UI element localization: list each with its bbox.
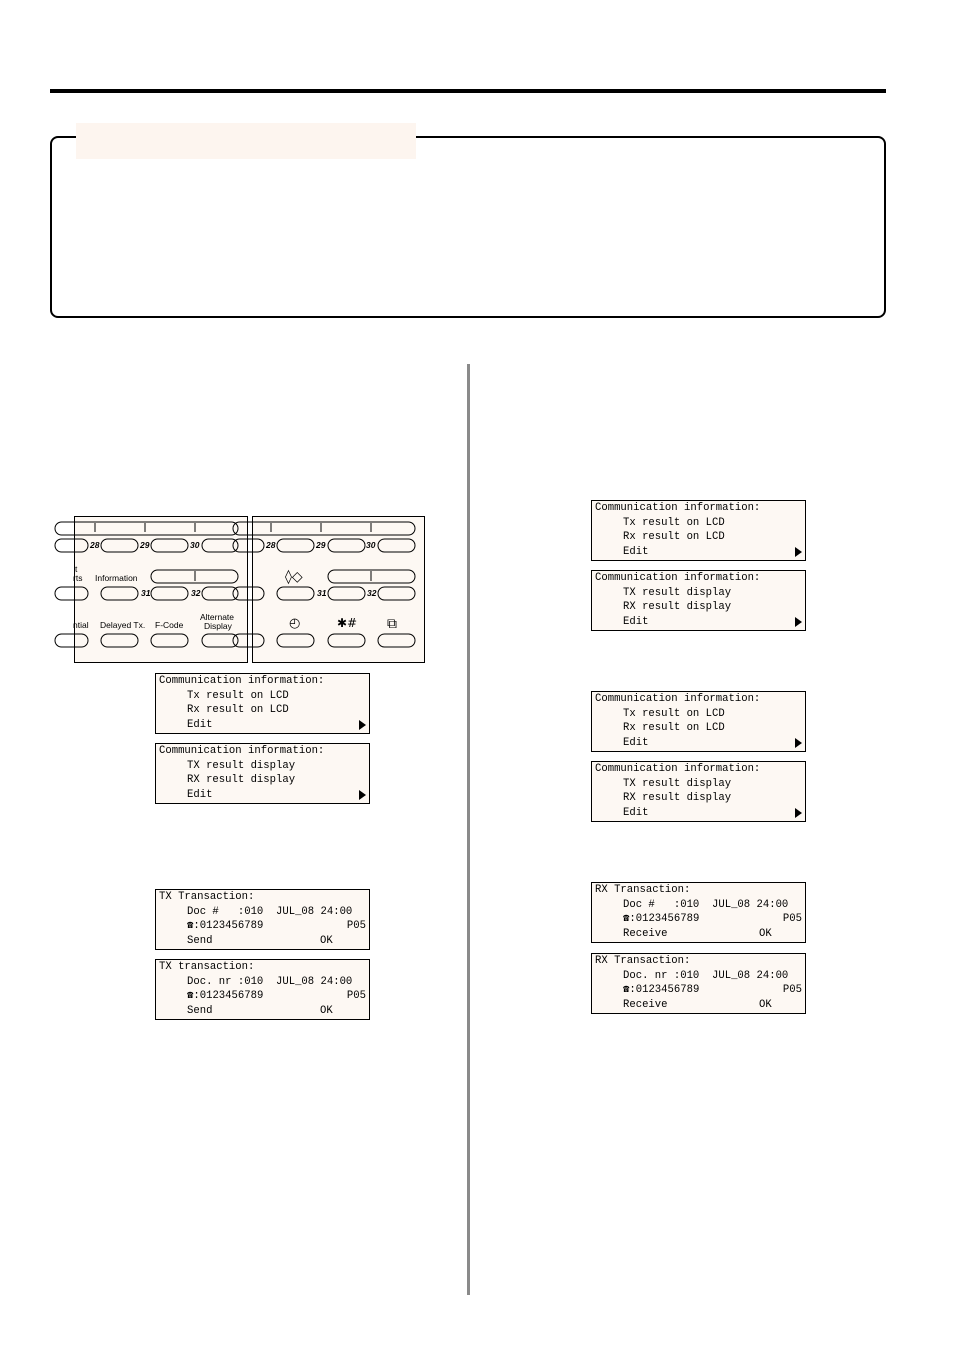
- lcd-doc-line: Doc # :010 JUL_08 24:00: [623, 898, 789, 911]
- lcd-option-edit: Edit: [187, 718, 213, 731]
- lcd-mode: Send: [187, 934, 213, 947]
- lcd-option-edit: Edit: [623, 545, 649, 558]
- lcd-title: Communication information:: [595, 572, 761, 584]
- label-delayed-tx: Delayed Tx.: [100, 620, 146, 630]
- lcd-comm-info-right-4: [591, 761, 806, 822]
- operation-panel-left: [74, 516, 248, 663]
- lcd-option-tx: TX result display: [623, 586, 732, 599]
- right-arrow-icon: [359, 790, 366, 800]
- label-information: Information: [95, 573, 138, 583]
- lcd-doc-line: Doc # :010 JUL_08 24:00: [187, 905, 353, 918]
- lcd-title: Communication information:: [595, 763, 761, 775]
- column-divider: [467, 364, 470, 1295]
- lcd-status: OK: [759, 998, 772, 1011]
- lcd-title: RX Transaction:: [595, 884, 691, 896]
- label-reports: rts: [73, 573, 83, 583]
- lcd-title: Communication information:: [159, 745, 325, 757]
- lcd-option-tx: TX result display: [623, 777, 732, 790]
- star-hash-icon: ✱#: [337, 616, 358, 630]
- lcd-option-rx: Rx result on LCD: [187, 704, 289, 716]
- lcd-title: Communication information:: [595, 502, 761, 514]
- lcd-rx-transaction-1: [591, 882, 806, 943]
- lcd-doc-line: Doc. nr :010 JUL_08 24:00: [623, 969, 789, 982]
- lcd-tx-transaction-1: [155, 889, 370, 950]
- lcd-rx-transaction-2: [591, 953, 806, 1014]
- lcd-tx-transaction-2: [155, 959, 370, 1020]
- lcd-comm-info-right-3: [591, 691, 806, 752]
- lcd-phone-number: ☎:0123456789: [623, 984, 700, 996]
- timer-icon: ◴: [289, 616, 301, 631]
- lcd-option-edit: Edit: [187, 788, 213, 801]
- label-alternate: Alternate: [200, 612, 235, 622]
- lcd-pages: P05: [782, 913, 802, 925]
- timer-key[interactable]: [277, 634, 314, 647]
- lcd-doc-line: Doc. nr :010 JUL_08 24:00: [187, 975, 353, 988]
- right-arrow-icon: [795, 808, 802, 818]
- lcd-option-edit: Edit: [623, 806, 649, 819]
- lcd-option-tx: Tx result on LCD: [623, 516, 725, 529]
- key-29-label: 29: [316, 540, 326, 550]
- lcd-status: OK: [320, 934, 333, 947]
- key-31-label: 31: [317, 588, 327, 598]
- lcd-mode: Send: [187, 1004, 213, 1017]
- lcd-title: RX Transaction:: [595, 955, 691, 967]
- lcd-phone-number: ☎:0123456789: [187, 990, 264, 1002]
- note-box: [50, 136, 886, 318]
- lcd-option-tx: Tx result on LCD: [623, 707, 725, 720]
- lcd-pages: P05: [346, 920, 366, 932]
- lcd-option-tx: TX result display: [187, 759, 296, 772]
- key-31-label: 31: [141, 588, 151, 598]
- lcd-option-tx: Tx result on LCD: [187, 689, 289, 702]
- right-arrow-icon: [795, 738, 802, 748]
- right-arrow-icon: [795, 617, 802, 627]
- lcd-comm-info-right-1: [591, 500, 806, 561]
- lcd-pages: P05: [782, 984, 802, 996]
- lcd-comm-info-left-1: [155, 673, 370, 734]
- lcd-pages: P05: [346, 990, 366, 1002]
- lcd-mode: Receive: [623, 998, 668, 1011]
- key-30-label: 30: [366, 540, 376, 550]
- key-29-label: 29: [140, 540, 150, 550]
- star-hash-key[interactable]: [328, 634, 365, 647]
- key-28-label: 28: [90, 540, 100, 550]
- lcd-mode: Receive: [623, 927, 668, 940]
- f-code-key[interactable]: [151, 634, 188, 647]
- lcd-option-edit: Edit: [623, 736, 649, 749]
- lcd-title: TX transaction:: [159, 961, 255, 973]
- lcd-comm-info-right-2: [591, 570, 806, 631]
- swap-icon: ⧉: [387, 616, 397, 632]
- right-arrow-icon: [795, 547, 802, 557]
- key-32-label: 32: [367, 588, 377, 598]
- key-32-label: 32: [191, 588, 201, 598]
- key-30-label: 30: [190, 540, 200, 550]
- lcd-option-rx: Rx result on LCD: [623, 722, 725, 734]
- label-display: Display: [204, 621, 232, 631]
- lcd-title: Communication information:: [595, 693, 761, 705]
- lcd-option-rx: RX result display: [187, 774, 296, 786]
- lcd-option-rx: Rx result on LCD: [623, 531, 725, 543]
- operation-panel-right: [252, 516, 425, 663]
- key-28-label: 28: [266, 540, 276, 550]
- header-rule: [50, 89, 886, 93]
- note-box-title-tab: [76, 123, 416, 159]
- lcd-option-rx: RX result display: [623, 601, 732, 613]
- lcd-status: OK: [320, 1004, 333, 1017]
- lcd-title: TX Transaction:: [159, 891, 255, 903]
- label-f-code: F-Code: [155, 620, 184, 630]
- lcd-comm-info-left-2: [155, 743, 370, 804]
- lcd-phone-number: ☎:0123456789: [187, 920, 264, 932]
- lcd-option-rx: RX result display: [623, 792, 732, 804]
- lcd-phone-number: ☎:0123456789: [623, 913, 700, 925]
- right-arrow-icon: [359, 720, 366, 730]
- lcd-title: Communication information:: [159, 675, 325, 687]
- lcd-option-edit: Edit: [623, 615, 649, 628]
- start-symbol-icon: ◊◇: [285, 569, 303, 585]
- label-confidential: ntial: [73, 620, 89, 630]
- delayed-tx-key[interactable]: [101, 634, 138, 647]
- swap-key[interactable]: [378, 634, 415, 647]
- lcd-status: OK: [759, 927, 772, 940]
- label-reports-top: t: [75, 564, 78, 574]
